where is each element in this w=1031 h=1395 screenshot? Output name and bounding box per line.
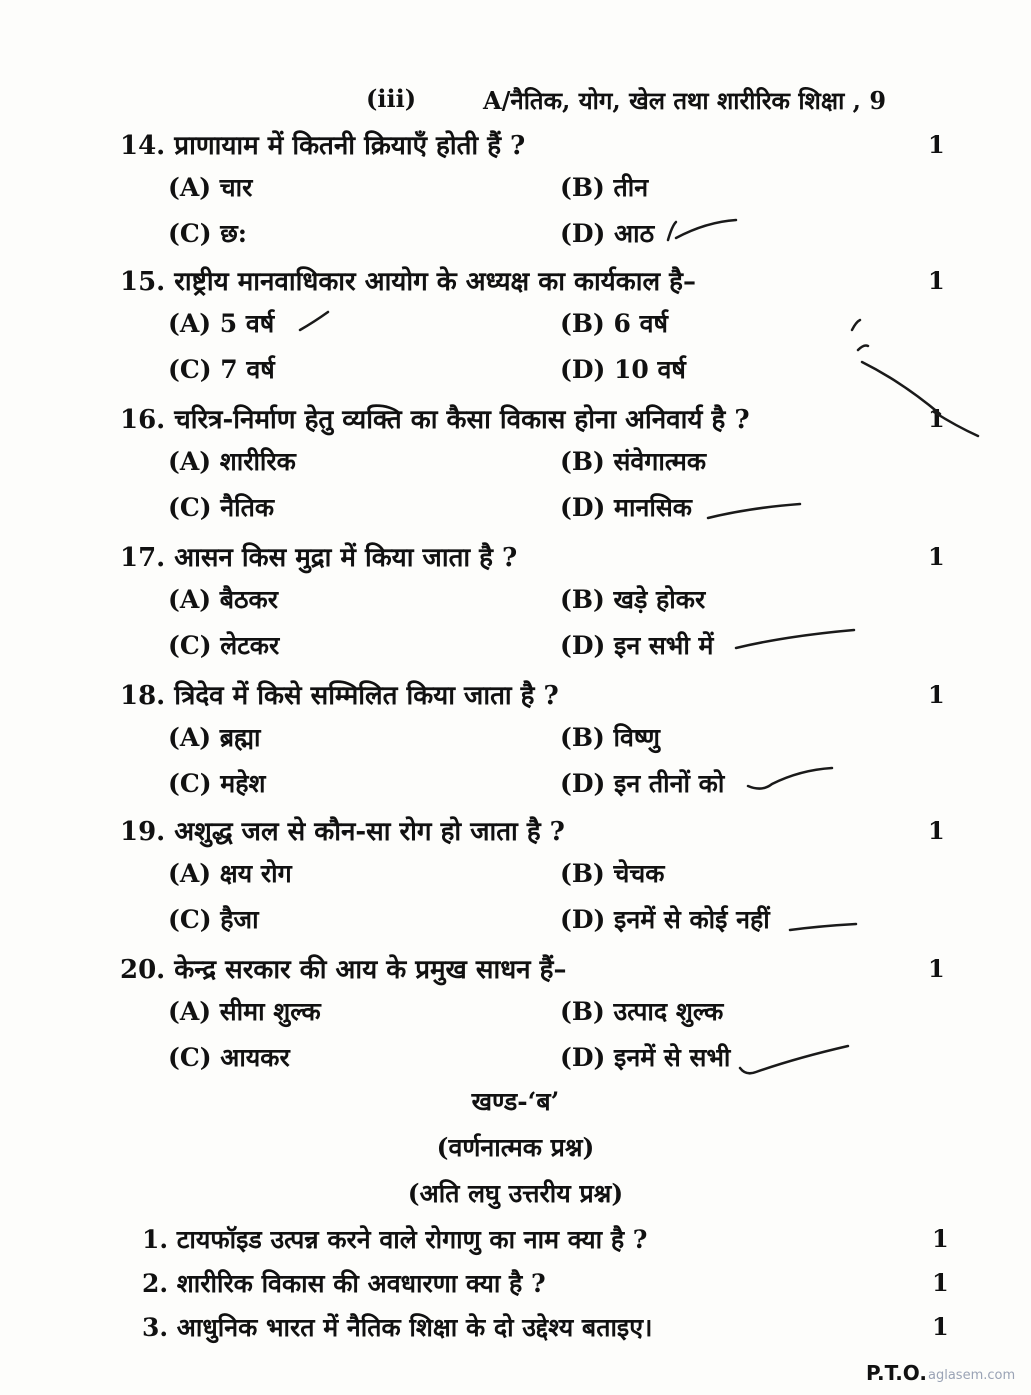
question-text: 16. चरित्र-निर्माण हेतु व्यक्ति का कैसा विकास होना अनिवार्य है ? bbox=[120, 405, 750, 435]
question-text: 14. प्राणायाम में कितनी क्रियाएँ होती हैं ? bbox=[120, 131, 526, 161]
question-text: 18. त्रिदेव में किसे सम्मिलित किया जाता है ? bbox=[120, 681, 559, 711]
option-c: (C) हैजा bbox=[168, 905, 259, 934]
question-marks: 1 bbox=[928, 954, 945, 983]
question-marks: 1 bbox=[928, 404, 945, 433]
option-d: (D) इन तीनों को bbox=[560, 769, 725, 798]
subject-title: A/नैतिक, योग, खेल तथा शारीरिक शिक्षा , 9 bbox=[483, 86, 887, 115]
option-c: (C) छ: bbox=[168, 219, 248, 248]
option-c: (C) आयकर bbox=[168, 1043, 290, 1072]
subsection-title: (अति लघु उत्तरीय प्रश्न) bbox=[407, 1179, 624, 1208]
answer-tick-17 bbox=[736, 630, 854, 648]
answer-tick-19 bbox=[790, 924, 856, 930]
margin-scribble-15 bbox=[852, 320, 940, 414]
short-question-1 bbox=[0, 1222, 1031, 1262]
option-a: (A) बैठकर bbox=[168, 585, 278, 614]
question-text: 1. टायफॉइड उत्पन्न करने वाले रोगाणु का नाम क्या है ? bbox=[142, 1225, 648, 1254]
option-b: (B) 6 वर्ष bbox=[560, 309, 668, 338]
option-a: (A) सीमा शुल्क bbox=[168, 997, 321, 1026]
answer-tick-16 bbox=[708, 504, 800, 518]
option-a: (A) चार bbox=[168, 173, 253, 202]
option-d: (D) मानसिक bbox=[560, 493, 692, 522]
question-marks: 1 bbox=[932, 1268, 949, 1297]
pto-label: P.T.O. bbox=[866, 1361, 927, 1385]
option-c: (C) 7 वर्ष bbox=[168, 355, 275, 384]
page-header bbox=[0, 84, 1031, 120]
option-d: (D) इनमें से सभी bbox=[560, 1043, 731, 1072]
answer-tick-14 bbox=[668, 220, 736, 240]
answer-tick-18 bbox=[748, 768, 832, 789]
option-d: (D) 10 वर्ष bbox=[560, 355, 686, 384]
option-b: (B) तीन bbox=[560, 173, 649, 202]
answer-tick-15 bbox=[300, 312, 328, 330]
option-b: (B) खड़े होकर bbox=[560, 585, 706, 614]
question-marks: 1 bbox=[928, 130, 945, 159]
option-d: (D) इनमें से कोई नहीं bbox=[560, 905, 770, 934]
question-text: 20. केन्द्र सरकार की आय के प्रमुख साधन हैं– bbox=[120, 955, 567, 985]
question-marks: 1 bbox=[928, 542, 945, 571]
section-subtitle: (वर्णनात्मक प्रश्न) bbox=[436, 1133, 595, 1162]
option-c: (C) नैतिक bbox=[168, 493, 275, 522]
question-marks: 1 bbox=[932, 1224, 949, 1253]
question-text: 17. आसन किस मुद्रा में किया जाता है ? bbox=[120, 543, 518, 573]
option-c: (C) लेटकर bbox=[168, 631, 280, 660]
question-text: 3. आधुनिक भारत में नैतिक शिक्षा के दो उद्देश्य बताइए। bbox=[142, 1313, 653, 1342]
short-question-2 bbox=[0, 1266, 1031, 1306]
question-text: 19. अशुद्ध जल से कौन-सा रोग हो जाता है ? bbox=[120, 817, 565, 847]
question-marks: 1 bbox=[928, 680, 945, 709]
option-a: (A) क्षय रोग bbox=[168, 859, 292, 888]
question-text: 15. राष्ट्रीय मानवाधिकार आयोग के अध्यक्ष का कार्यकाल है– bbox=[120, 267, 696, 297]
question-marks: 1 bbox=[932, 1312, 949, 1341]
option-d: (D) इन सभी में bbox=[560, 631, 714, 660]
question-marks: 1 bbox=[928, 816, 945, 845]
option-a: (A) ब्रह्मा bbox=[168, 723, 261, 752]
answer-tick-20 bbox=[740, 1046, 848, 1073]
option-a: (A) शारीरिक bbox=[168, 447, 296, 476]
option-b: (B) चेचक bbox=[560, 859, 665, 888]
question-marks: 1 bbox=[928, 266, 945, 295]
page-number: (iii) bbox=[366, 84, 417, 113]
section-title: खण्ड-‘ब’ bbox=[471, 1087, 560, 1116]
option-b: (B) संवेगात्मक bbox=[560, 447, 707, 476]
question-text: 2. शारीरिक विकास की अवधारणा क्या है ? bbox=[142, 1269, 546, 1298]
option-a: (A) 5 वर्ष bbox=[168, 309, 275, 338]
watermark: aglasem.com bbox=[928, 1368, 1016, 1383]
option-c: (C) महेश bbox=[168, 769, 266, 798]
option-b: (B) विष्णु bbox=[560, 723, 660, 752]
option-d: (D) आठ bbox=[560, 219, 655, 248]
option-b: (B) उत्पाद शुल्क bbox=[560, 997, 724, 1026]
short-question-3 bbox=[0, 1310, 1031, 1350]
